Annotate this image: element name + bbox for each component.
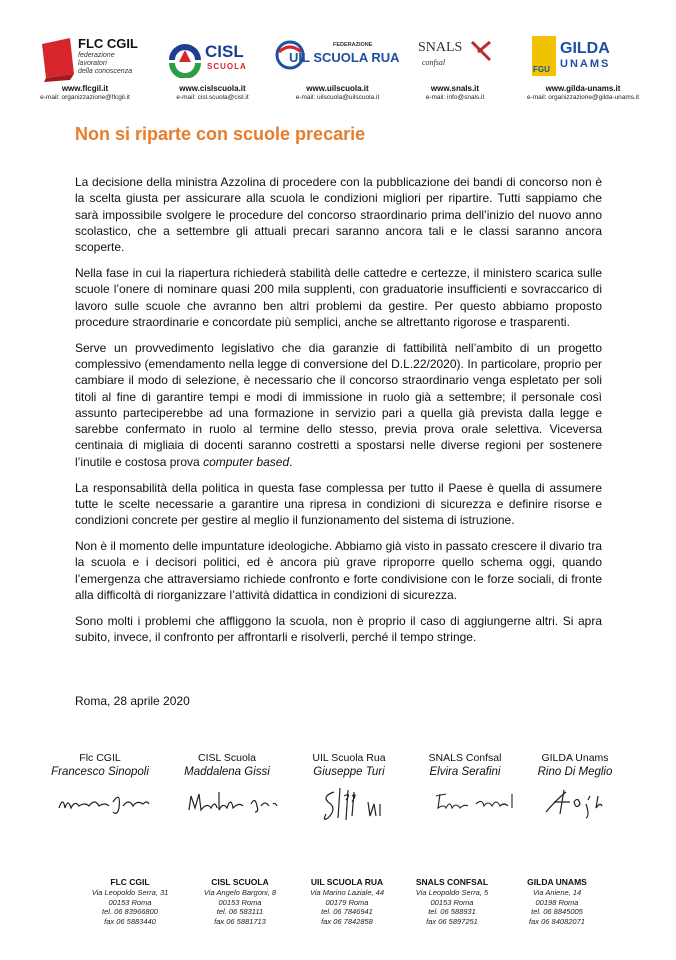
signatory-org: GILDA Unams: [541, 752, 609, 764]
paragraph: Sono molti i problemi che affliggono la scuola, non è proprio il caso di aggiungerne altri. Si apra subito, invece, il confronto per affrontarli e risolverli, perché il tempo stringe.: [75, 613, 602, 644]
org-contact-gilda: [510, 84, 656, 102]
address-name: FLC CGIL: [110, 877, 150, 887]
org-website[interactable]: www.snals.it: [430, 84, 480, 93]
handwritten-signature-icon: [540, 782, 620, 822]
address-name: GILDA UNAMS: [527, 877, 587, 887]
flc-cgil-tagline: federazione lavoratori della conoscenza: [78, 52, 133, 75]
address-snals: [397, 876, 507, 926]
signatory-name: Rino Di Meglio: [537, 766, 613, 778]
paragraph: Non è il momento delle impuntature ideologiche. Abbiamo già visto in passato crescere il divario tra la scuola e i decisori politici, ed è ancora più grave riproporre quello schema oggi, quando l’emergenza che attraversiamo richiede confronto e forte condivisione con le forze sociali, di fronte alla difficoltà di riorganizzare l’attività didattica in condizioni di sicurezza.: [75, 538, 602, 602]
address-uil: [292, 876, 402, 926]
address-city: 00153 Roma: [108, 897, 152, 907]
logo-bar: [20, 30, 656, 85]
org-email[interactable]: e-mail: info@snals.it: [425, 94, 485, 101]
signatory-name: Maddalena Gissi: [184, 766, 270, 778]
flc-cgil-name: FLC CGIL: [78, 36, 138, 51]
address-fax: fax 06 7842858: [321, 916, 373, 926]
handwritten-signature-icon: [432, 782, 522, 822]
document-body: [75, 174, 602, 655]
address-city: 00153 Roma: [430, 897, 474, 907]
org-contact-uil: [275, 84, 400, 102]
paragraph: La decisione della ministra Azzolina di procedere con la pubblicazione dei bandi di concorso non è la scelta giusta per assicurare alla scuola le condizioni migliori per ripartire. Tutti sappiamo che sarà impossibile svolgere le procedure del concorso straordinario prima dell’inizio del nuovo anno scolastico, che a settembre gli attuali precari saranno ancora tali e le classi saranno ancora scoperte.: [75, 175, 602, 255]
org-website[interactable]: www.uilscuola.it: [306, 84, 369, 93]
signatory-snals: [410, 751, 520, 779]
address-tel: tel. 06 583111: [216, 907, 264, 916]
signatory-name: Francesco Sinopoli: [51, 766, 149, 778]
signatory-org: SNALS Confsal: [428, 752, 502, 764]
org-email[interactable]: e-mail: organizzazione@gilda-unams.it: [526, 94, 640, 101]
org-email[interactable]: e-mail: cisl.scuola@cisl.it: [176, 94, 249, 101]
document-title: Non si riparte con scuole precarie: [75, 124, 366, 144]
snals-name: SNALS: [418, 40, 463, 55]
org-contact-cisl: [150, 84, 275, 102]
gilda-sub: UNAMS: [560, 58, 611, 70]
address-name: UIL SCUOLA RUA: [310, 877, 384, 887]
handwritten-signature-icon: [318, 782, 398, 826]
signatory-name: Giuseppe Turi: [313, 766, 385, 778]
uil-name: UIL SCUOLA RUA: [289, 50, 400, 65]
cisl-sub: SCUOLA: [207, 62, 247, 71]
flc-cgil-logo: [40, 30, 160, 85]
paragraph: La responsabilità della politica in questa fase complessa per tutto il Paese è quella di assumere tutte le scelte necessarie a garantire una ripresa in condizioni di sicurezza e definire risorse e condizioni concrete per gestire al meglio il funzionamento del sistema di istruzione.: [75, 480, 602, 528]
address-name: CISL SCUOLA: [211, 877, 269, 887]
snals-confsal-logo: [418, 30, 498, 85]
org-contact-flc: [20, 84, 150, 102]
address-name: SNALS CONFSAL: [415, 877, 489, 887]
address-fax: fax 06 5883440: [104, 916, 156, 926]
address-tel: tel. 06 588931: [428, 907, 476, 916]
uil-scuola-rua-logo: [275, 30, 400, 85]
paragraph: Serve un provvedimento legislativo che dia garanzie di fattibilità nell’ambito di un progetto complessivo (emendamento nella legge di conversione del D.L.22/2020). In particolare, proprio per cambiare il modo di selezione, è necessario che il concorso straordinario venga espletato per soli titoli al fine di garantire tempi e modi di immissione in ruolo già a settembre; il personale così assunto parteciperebbe ad una formazione in servizio pari a quella già prevista dalla legge e sarebbe confermato in ruolo al termine dello stesso, previa prova orale selettiva. Viceversa centinaia di migliaia di docenti saranno costretti a spostarsi nelle diverse regioni per sostenere l’inutile e costosa prova computer based.: [75, 340, 602, 469]
paragraph: Nella fase in cui la riapertura richiederà stabilità delle cattedre e certezze, il ministero scarica sulle scuole l’onere di nominare quasi 200 mila supplenti, con graduatorie insufficienti e sovraccarico di lavoro sulle scuole che avranno ben altri problemi da gestire. Per questo abbiamo proposto procedure straordinarie e concordate più semplici, anche se altrettanto rigorose e trasparenti.: [75, 265, 602, 329]
signatory-uil: [294, 751, 404, 779]
org-website[interactable]: www.flcgil.it: [61, 84, 109, 93]
org-website[interactable]: www.cislscuola.it: [179, 84, 246, 93]
address-street: Via Aniene, 14: [532, 888, 582, 897]
signatory-org: CISL Scuola: [198, 752, 256, 764]
gilda-name: GILDA: [560, 40, 610, 57]
address-street: Via Leopoldo Serra, 31: [91, 888, 169, 897]
snals-sub: confsal: [422, 58, 446, 67]
signatory-org: Flc CGIL: [79, 752, 121, 764]
signatory-org: UIL Scuola Rua: [312, 752, 386, 764]
gilda-unams-logo: [532, 30, 652, 85]
document-date: Roma, 28 aprile 2020: [75, 694, 190, 708]
address-street: Via Marino Laziale, 44: [309, 888, 385, 897]
gilda-badge: FGU: [532, 36, 556, 76]
address-city: 00198 Roma: [535, 897, 579, 907]
org-contacts: [20, 84, 656, 106]
address-street: Via Leopoldo Serra, 5: [415, 888, 489, 897]
org-contact-snals: [400, 84, 510, 102]
address-tel: tel. 06 7846941: [321, 907, 373, 916]
signatory-flc: [45, 751, 155, 779]
signatory-name: Elvira Serafini: [429, 766, 501, 778]
address-fax: fax 06 84082071: [529, 916, 585, 926]
signatory-gilda: [520, 751, 630, 779]
address-gilda: [502, 876, 612, 926]
address-tel: tel. 06 83966800: [102, 907, 158, 916]
address-fax: fax 06 5897251: [426, 916, 478, 926]
emphasis-text: computer based: [203, 454, 290, 469]
address-cisl: [185, 876, 295, 926]
address-tel: tel. 06 8845005: [531, 907, 583, 916]
address-flc: [75, 876, 185, 926]
handwritten-signature-icon: [55, 782, 155, 822]
address-fax: fax 06 5881713: [214, 916, 266, 926]
org-email[interactable]: e-mail: organizzazione@flcgil.it: [40, 94, 130, 101]
handwritten-signature-icon: [185, 782, 285, 822]
address-city: 00153 Roma: [218, 897, 262, 907]
cisl-scuola-logo: [165, 30, 265, 85]
address-city: 00179 Roma: [325, 897, 369, 907]
cisl-name: CISL: [205, 42, 244, 61]
uil-federazione: FEDERAZIONE: [333, 42, 373, 48]
signatory-cisl: [172, 751, 282, 779]
address-street: Via Angelo Bargoni, 8: [203, 888, 277, 897]
org-email[interactable]: e-mail: uilscuola@uilscuola.it: [295, 94, 380, 101]
org-website[interactable]: www.gilda-unams.it: [545, 84, 621, 93]
